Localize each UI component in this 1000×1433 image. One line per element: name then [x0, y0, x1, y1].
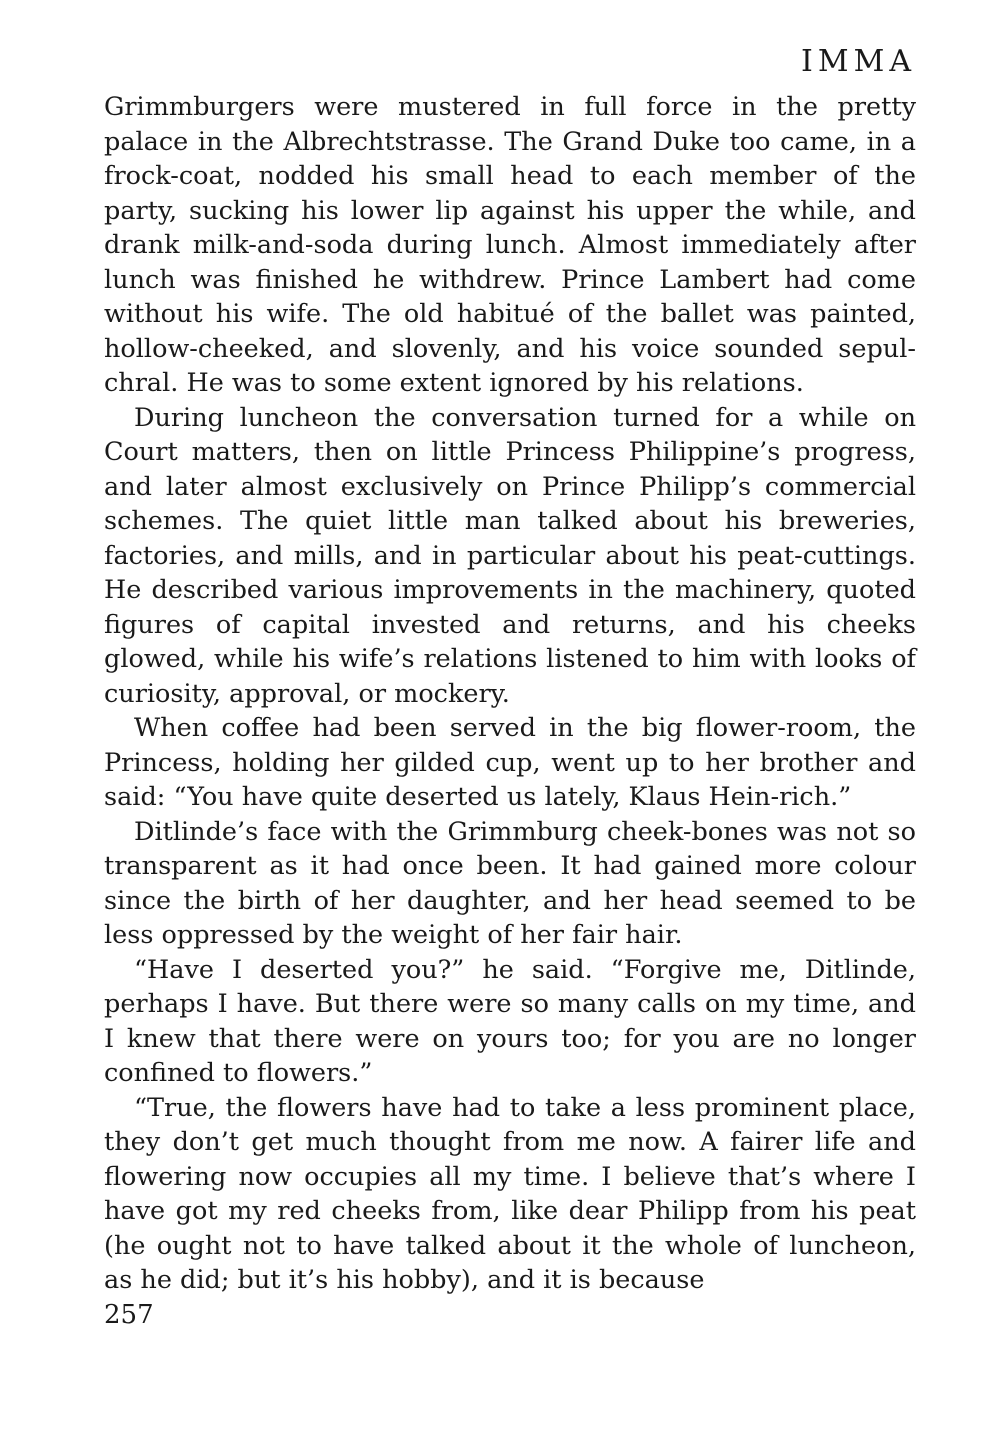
paragraph-1: Grimmburgers were mustered in full force in the pretty palace in the Albrechtstrasse. The Grand Duke too came, in a frock-coat, nodded his small head to each member of the party, sucking his lower lip against his upper the while, and drank milk-and-soda during lunch. Almost immediately after lunch was finished he withdrew. Prince Lambert had come without his wife. The old habitué of the ballet was painted, hollow-cheeked, and slovenly, and his voice sounded sepul-chral. He was to some extent ignored by his relations.	[104, 92, 916, 398]
paragraph-4: Ditlinde’s face with the Grimmburg cheek-bones was not so transparent as it had once been. It had gained more colour since the birth of her daughter, and her head seemed to be less oppressed by the weight of her fair hair.	[104, 816, 916, 950]
paragraph-5: “Have I deserted you?” he said. “Forgive me, Ditlinde, perhaps I have. But there were so many calls on my time, and I knew that there were on yours too; for you are no longer confined to flowers.”	[104, 954, 916, 1088]
paragraph-6: “True, the flowers have had to take a less prominent place, they don’t get much thought from me now. A fairer life and flowering now occupies all my time. I believe that’s where I have got my red cheeks from, like dear Philipp from his peat (he ought not to have talked about it the whole of luncheon, as he did; but it’s his hobby), and it is because	[104, 1092, 916, 1295]
page-number: 257	[104, 1299, 154, 1330]
running-head: IMMA	[801, 44, 916, 79]
paragraph-2: During luncheon the conversation turned for a while on Court matters, then on little Princess Philippine’s progress, and later almost exclusively on Prince Philipp’s commercial schemes. The quiet little man talked about his breweries, factories, and mills, and in particular about his peat-cuttings. He described various improvements in the machinery, quoted figures of capital invested and returns, and his cheeks glowed, while his wife’s relations listened to him with looks of curiosity, approval, or mockery.	[104, 402, 916, 709]
book-page	[104, 40, 916, 1332]
paragraph-3: When coffee had been served in the big flower-room, the Princess, holding her gilded cup, went up to her brother and said: “You have quite deserted us lately, Klaus Hein-rich.”	[104, 713, 916, 812]
